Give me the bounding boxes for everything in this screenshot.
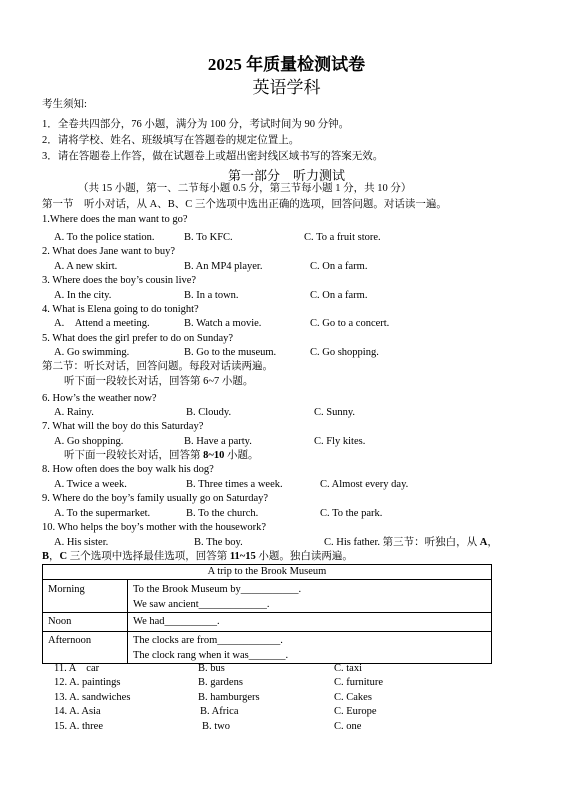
noon-line-1: We had__________. bbox=[128, 613, 492, 632]
museum-trip-table bbox=[42, 564, 492, 664]
q3-option-a: A. In the city. bbox=[54, 290, 112, 301]
q14-option-b: B. Africa bbox=[200, 706, 239, 717]
q15-option-c: C. one bbox=[334, 721, 362, 732]
q13-option-a: 13. A. sandwiches bbox=[54, 692, 131, 703]
notice-item-3: 3．请在答题卷上作答，做在试题卷上或超出密封线区域书写的答案无效。 bbox=[42, 151, 384, 162]
q14-option-a: 14. A. Asia bbox=[54, 706, 101, 717]
q4-option-a: A. Attend a meeting. bbox=[54, 318, 150, 329]
q5-option-b: B. Go to the museum. bbox=[184, 347, 277, 358]
q1-option-a: A. To the police station. bbox=[54, 232, 155, 243]
q9-option-a: A. To the supermarket. bbox=[54, 508, 151, 519]
q15-option-b: B. two bbox=[202, 721, 231, 732]
section1-instruction: 第一节 听小对话，从 A、B、C 三个选项中选出正确的选项，回答问题。对话读一遍。 bbox=[42, 199, 447, 210]
q8-option-b: B. Three times a week. bbox=[186, 479, 283, 490]
question-3: 3. Where does the boy’s cousin live? bbox=[42, 275, 197, 286]
afternoon-line-1: The clocks are from____________. bbox=[133, 635, 283, 646]
q7-option-a: A. Go shopping. bbox=[54, 436, 124, 447]
q2-option-a: A. A new skirt. bbox=[54, 261, 118, 272]
q8-option-a: A. Twice a week. bbox=[54, 479, 127, 490]
dialogue-instruction-6-7: 听下面一段较长对话，回答第 6~7 小题。 bbox=[64, 376, 254, 387]
morning-cell bbox=[128, 580, 492, 613]
exam-subtitle: 英语学科 bbox=[252, 78, 321, 98]
q10-option-c-section3: C. His father. 第三节：听独白，从 A， bbox=[324, 537, 498, 548]
q6-option-b: B. Cloudy. bbox=[186, 407, 232, 418]
notice-heading: 考生须知: bbox=[42, 99, 87, 110]
q5-option-a: A. Go swimming. bbox=[54, 347, 130, 358]
question-2: 2. What does Jane want to buy? bbox=[42, 246, 176, 257]
question-1: 1.Where does the man want to go? bbox=[42, 214, 188, 225]
q14-option-c: C. Europe bbox=[334, 706, 377, 717]
row-label-noon: Noon bbox=[43, 613, 128, 632]
part1-title: 第一部分 听力测试 bbox=[227, 168, 345, 183]
question-5: 5. What does the girl prefer to do on Sunday? bbox=[42, 333, 234, 344]
q4-option-c: C. Go to a concert. bbox=[310, 318, 390, 329]
q1-option-c: C. To a fruit store. bbox=[304, 232, 381, 243]
question-7: 7. What will the boy do this Saturday? bbox=[42, 421, 204, 432]
table-title: A trip to the Brook Museum bbox=[43, 565, 492, 580]
q15-option-a: 15. A. three bbox=[54, 721, 103, 732]
afternoon-line-2: The clock rang when it was_______. bbox=[133, 650, 289, 661]
q11-option-b: B. bus bbox=[198, 663, 225, 674]
afternoon-cell bbox=[128, 632, 492, 664]
row-label-morning: Morning bbox=[43, 580, 128, 613]
q3-option-c: C. On a farm. bbox=[310, 290, 368, 301]
q12-option-c: C. furniture bbox=[334, 677, 383, 688]
q7-option-b: B. Have a party. bbox=[184, 436, 252, 447]
q12-option-a: 12. A. paintings bbox=[54, 677, 121, 688]
dialogue-instruction-8-10: 听下面一段较长对话，回答第 8~10 小题。 bbox=[64, 450, 259, 461]
morning-line-1: To the Brook Museum by___________. bbox=[133, 584, 302, 595]
q6-option-a: A. Rainy. bbox=[54, 407, 94, 418]
notice-item-2: 2．请将学校、姓名、班级填写在答题卷的规定位置上。 bbox=[42, 135, 300, 146]
q12-option-b: B. gardens bbox=[198, 677, 243, 688]
q13-option-b: B. hamburgers bbox=[198, 692, 260, 703]
section3-instruction: B，C 三个选项中选择最佳选项，回答第 11~15 小题。独白读两遍。 bbox=[42, 551, 353, 562]
question-6: 6. How’s the weather now? bbox=[42, 393, 157, 404]
q9-option-c: C. To the park. bbox=[320, 508, 383, 519]
question-8: 8. How often does the boy walk his dog? bbox=[42, 464, 214, 475]
q1-option-b: B. To KFC. bbox=[184, 232, 233, 243]
q2-option-b: B. An MP4 player. bbox=[184, 261, 263, 272]
notice-item-1: 1．全卷共四部分，76 小题，满分为 100 分，考试时间为 90 分钟。 bbox=[42, 119, 350, 130]
q8-option-c: C. Almost every day. bbox=[320, 479, 409, 490]
q7-option-c: C. Fly kites. bbox=[314, 436, 366, 447]
q11-option-a: 11. A car bbox=[54, 663, 100, 674]
morning-line-2: We saw ancient_____________. bbox=[133, 599, 270, 610]
q2-option-c: C. On a farm. bbox=[310, 261, 368, 272]
q10-option-a: A. His sister. bbox=[54, 537, 109, 548]
question-4: 4. What is Elena going to do tonight? bbox=[42, 304, 199, 315]
section2-instruction: 第二节：听长对话，回答问题。每段对话读两遍。 bbox=[42, 361, 273, 372]
question-9: 9. Where do the boy’s family usually go on Saturday? bbox=[42, 493, 269, 504]
q10-option-b: B. The boy. bbox=[194, 537, 243, 548]
part1-score: （共 15 小题，第一、二节每小题 0.5 分，第三节每小题 1 分，共 10 分） bbox=[78, 183, 412, 194]
q4-option-b: B. Watch a movie. bbox=[184, 318, 262, 329]
row-label-afternoon: Afternoon bbox=[43, 632, 128, 664]
q6-option-c: C. Sunny. bbox=[314, 407, 356, 418]
q13-option-c: C. Cakes bbox=[334, 692, 372, 703]
q3-option-b: B. In a town. bbox=[184, 290, 239, 301]
question-10: 10. Who helps the boy’s mother with the housework? bbox=[42, 522, 267, 533]
exam-title: 2025 年质量检测试卷 bbox=[207, 55, 366, 74]
q5-option-c: C. Go shopping. bbox=[310, 347, 379, 358]
q9-option-b: B. To the church. bbox=[186, 508, 259, 519]
q11-option-c: C. taxi bbox=[334, 663, 362, 674]
